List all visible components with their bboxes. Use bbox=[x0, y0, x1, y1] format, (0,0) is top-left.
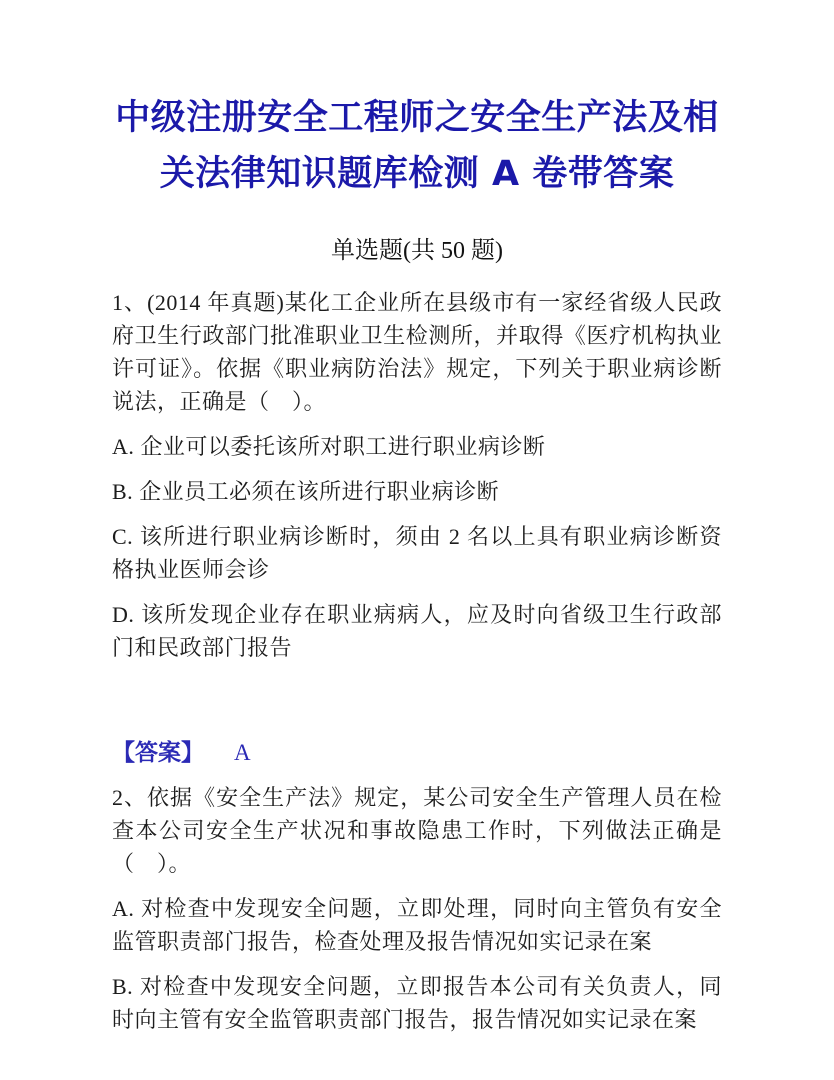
answer-value: A bbox=[234, 740, 251, 765]
page-title: 中级注册安全工程师之安全生产法及相关法律知识题库检测 A 卷带答案 bbox=[115, 98, 719, 194]
question-2-stem: 2、依据《安全生产法》规定，某公司安全生产管理人员在检查本公司安全生产状况和事故隐患工作时，下列做法正确是（ ）。 bbox=[112, 785, 722, 876]
answer-label: 【答案】 bbox=[112, 740, 204, 766]
question-1-option-c: C. 该所进行职业病诊断时，须由 2 名以上具有职业病诊断资格执业医师会诊 bbox=[112, 524, 722, 582]
question-2-option-a: A. 对检查中发现安全问题，立即处理，同时向主管负有安全监管职责部门报告，检查处理及报告情况如实记录在案 bbox=[112, 896, 722, 954]
question-1-answer-line bbox=[112, 738, 722, 768]
question-2-option-b: B. 对检查中发现安全问题，立即报告本公司有关负责人，同时向主管有安全监管职责部门报告，报告情况如实记录在案 bbox=[112, 974, 722, 1032]
section-header: 单选题(共 50 题) bbox=[331, 238, 503, 264]
question-1-stem: 1、(2014 年真题)某化工企业所在县级市有一家经省级人民政府卫生行政部门批准职业卫生检测所，并取得《医疗机构执业许可证》。依据《职业病防治法》规定，下列关于职业病诊断说法，正确是（ ）。 bbox=[112, 290, 722, 414]
question-1-option-a: A. 企业可以委托该所对职工进行职业病诊断 bbox=[112, 434, 546, 459]
question-1-option-d: D. 该所发现企业存在职业病病人，应及时向省级卫生行政部门和民政部门报告 bbox=[112, 602, 722, 660]
question-1-option-b: B. 企业员工必须在该所进行职业病诊断 bbox=[112, 479, 500, 504]
